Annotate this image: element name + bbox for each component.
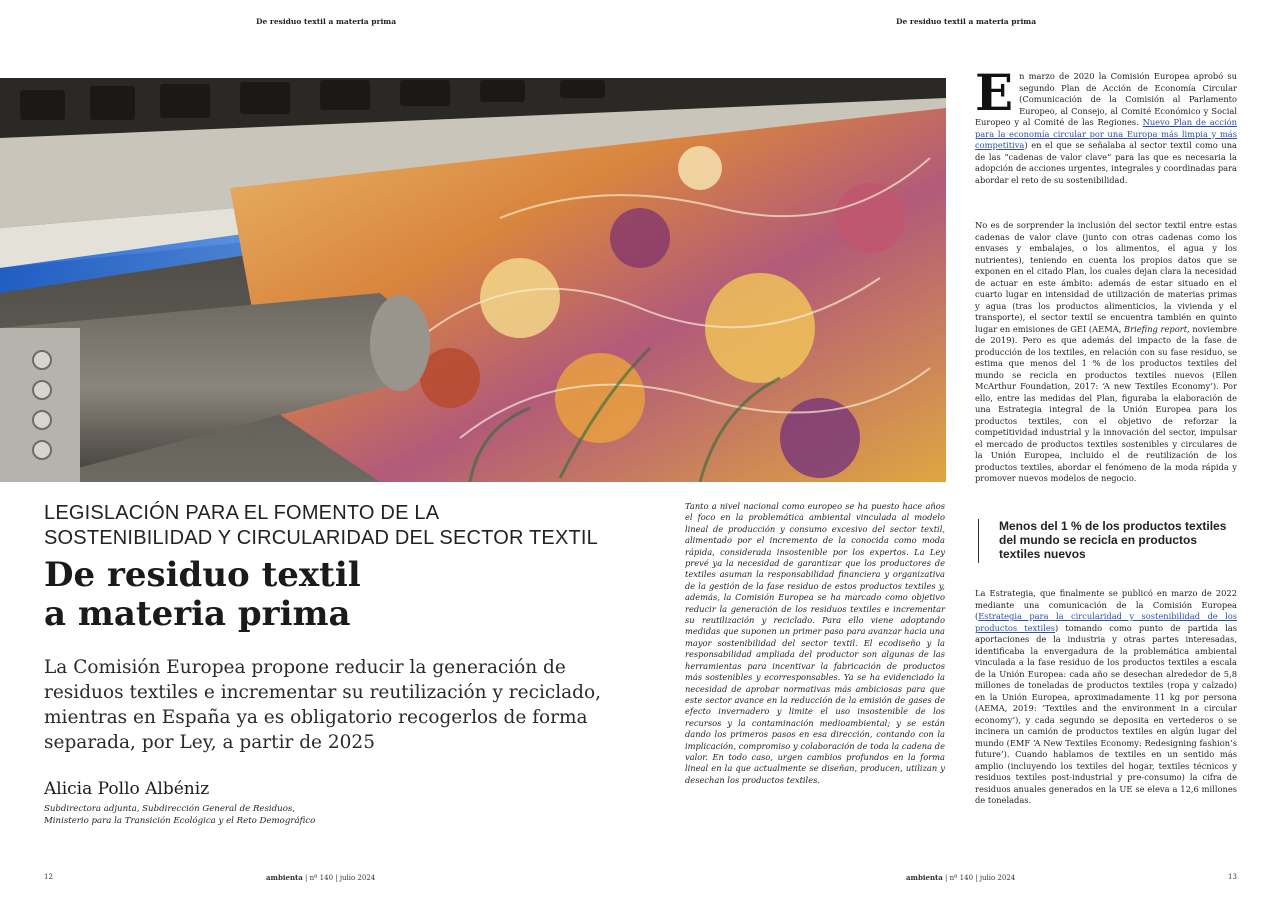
article-title (44, 556, 604, 634)
body-paragraph-1 (975, 63, 1238, 186)
kicker-line-1: LEGISLACIÓN PARA EL FOMENTO DE LA (44, 502, 440, 524)
kicker-line-2: SOSTENIBILIDAD Y CIRCULARIDAD DEL SECTOR TEXTIL (44, 527, 598, 549)
p2-text-a: No es de sorprender la inclusión del sector textil entre estas cadenas de valor clave (junto con otras cadenas como los envases y embalajes, o los alimentos, el agua y los nutrientes), teniendo en cuenta los propios datos que se exponen en el citado Plan, los cuales dejan clara la necesidad de actuar en este ámbito: además de estar situado en el cuarto lugar en intensidad de utilización de materias primas y agua (tras los productos alimenticios, la vivienda y el transporte), el sector textil se encuentra también en quinto lugar en emisiones de GEI (AEMA, (975, 220, 1237, 334)
p2-italic: Briefing report (1124, 323, 1188, 334)
p2-text-b: , noviembre de 2019). Pero es que además del impacto de la fase de producción de los textiles, en relación con su fase residuo, se estima que menos del 1 % de los productos textiles del mundo se recicla en productos textiles nuevos (Ellen McArthur Foundation, 2017: ‘A new Textiles Economy’). Por ello, entre las medidas del Plan, figuraba la elaboración de una Estrategia integral de la Unión Europea para los productos textiles, con el objetivo de reforzar la competitividad industrial y la innovación del sector, impulsar el mercado de productos textiles sostenibles y circulares de la Unión Europea, incluido el de reutilización de los productos textiles, abordar el fenómeno de la moda rápida y promover nuevos modelos de negocio. (975, 323, 1238, 483)
pull-quote: Menos del 1 % de los productos textiles del mundo se recicla en productos textiles nuevos (978, 519, 1229, 563)
author-role (44, 803, 384, 827)
article-intro: Tanto a nivel nacional como europeo se ha puesto hace años el foco en la problemática ambiental vinculada al modelo lineal de producción y consumo excesivo del sector textil, alimentado por el incremento de la conocida como moda rápida, considerada insostenible por los expertos. La Ley prevé ya la necesidad de garantizar que los productores de textiles asuman la responsabilidad financiera y organizativa de la gestión de la fase residuo de estos productos textiles y, además, la Comisión Europea se ha marcado como objetivo reducir la generación de los residuos textiles e incrementar su reutilización y reciclado. Para ello viene adoptando medidas que suponen un primer paso para avanzar hacia una mayor sostenibilidad del sector textil. El ecodiseño y la responsabilidad ampliada del productor son algunas de las herramientas para incentivar la fabricación de productos más sostenibles y ecorresponsables. Ya se ha evidenciado la necesidad de aprobar normativas más ambiciosas para que este sector avance en la reducción de la emisión de gases de efecto invernadero y limite el uso insostenible de los recursos y la contaminación medioambiental; y se están dando los primeros pasos en esa dirección, contando con la implicación, compromiso y colaboración de toda la cadena de valor. En todo caso, urgen cambios profundos en la forma lineal en la que actualmente se diseñan, producen, utilizan y desechan los productos textiles. (685, 501, 945, 785)
link-estrategia-textil[interactable]: Estrategia para la circularidad y sostenibilidad de los productos textiles (975, 611, 1237, 633)
body-paragraph-3 (975, 588, 1237, 807)
author-name: Alicia Pollo Albéniz (44, 779, 210, 799)
article-deck: La Comisión Europea propone reducir la generación de residuos textiles e incrementar su reutilización y reciclado, mientras en España ya es obligatorio recogerlos de forma separada, por Ley, a partir de 2025 (44, 657, 602, 753)
p1-text-b: ) en el que se señalaba al sector textil como una de las “cadenas de valor clave” para las que es necesaria la adopción de acciones urgentes, integrales y coordinadas para abordar el reto de su sostenibilidad. (975, 140, 1237, 185)
page-number-right: 13 (1228, 873, 1237, 881)
author-role-line-1: Subdirectora adjunta, Subdirección General de Residuos, (44, 804, 296, 814)
link-plan-economia-circular[interactable]: Nuevo Plan de acción para la economía circular por una Europa más limpia y más competitiva (975, 117, 1238, 150)
author-role-line-2: Ministerio para la Transición Ecológica y el Reto Demográfico (44, 816, 316, 826)
running-head-left: De residuo textil a materia prima (256, 17, 397, 26)
footer-right-magazine: ambienta (906, 873, 943, 882)
p3-text-a: La Estrategia, que finalmente se publicó en marzo de 2022 mediante una comunicación de la Comisión Europea ( (975, 588, 1237, 621)
running-head-right: De residuo textil a materia prima (896, 17, 1037, 26)
title-line-1: De residuo textil (44, 555, 361, 595)
footer-left-issue: | nº 140 | julio 2024 (305, 874, 376, 882)
footer-right (906, 873, 1015, 882)
title-line-2: a materia prima (44, 594, 351, 634)
footer-right-issue: | nº 140 | julio 2024 (945, 874, 1016, 882)
footer-left-magazine: ambienta (266, 873, 303, 882)
article-kicker (44, 501, 644, 551)
page-number-left: 12 (44, 873, 53, 881)
p3-text-b: ) tomando como punto de partida las aportaciones de la industria y otras partes interesadas, identificaba la envergadura de la problemática ambiental vinculada a la fase residuo de los productos textiles a escala de la Unión Europea: cada año se desechan alrededor de 5,8 millones de toneladas de productos textiles (ropa y calzado) en la Unión Europea, aproximadamente 11 kg por persona (AEMA, 2019: ‘Textiles and the environment in a circular economy’), y cada segundo se deposita en vertederos o se incinera un camión de productos textiles en algún lugar del mundo (EMF ‘A New Textiles Economy: Redesigning fashion’s future’). Cuando hablamos de textiles en un sentido más amplio (incluyendo los textiles del hogar, textiles técnicos y residuos textiles post-industrial y pre-consumo) la cifra de residuos anuales generados en la UE se eleva a 12,6 millones de toneladas. (975, 622, 1237, 805)
body-paragraph-2 (975, 220, 1237, 485)
textile-printer-photo (0, 78, 946, 482)
footer-left (266, 873, 375, 882)
dropcap: E (975, 63, 1014, 122)
p1-text-a: n marzo de 2020 la Comisión Europea aprobó su segundo Plan de Acción de Economía Circular (Comunicación de la Comisión al Parlamento Europeo, al Consejo, al Comité Económico y Social Europeo y al Comité de las Regiones. (975, 71, 1237, 127)
